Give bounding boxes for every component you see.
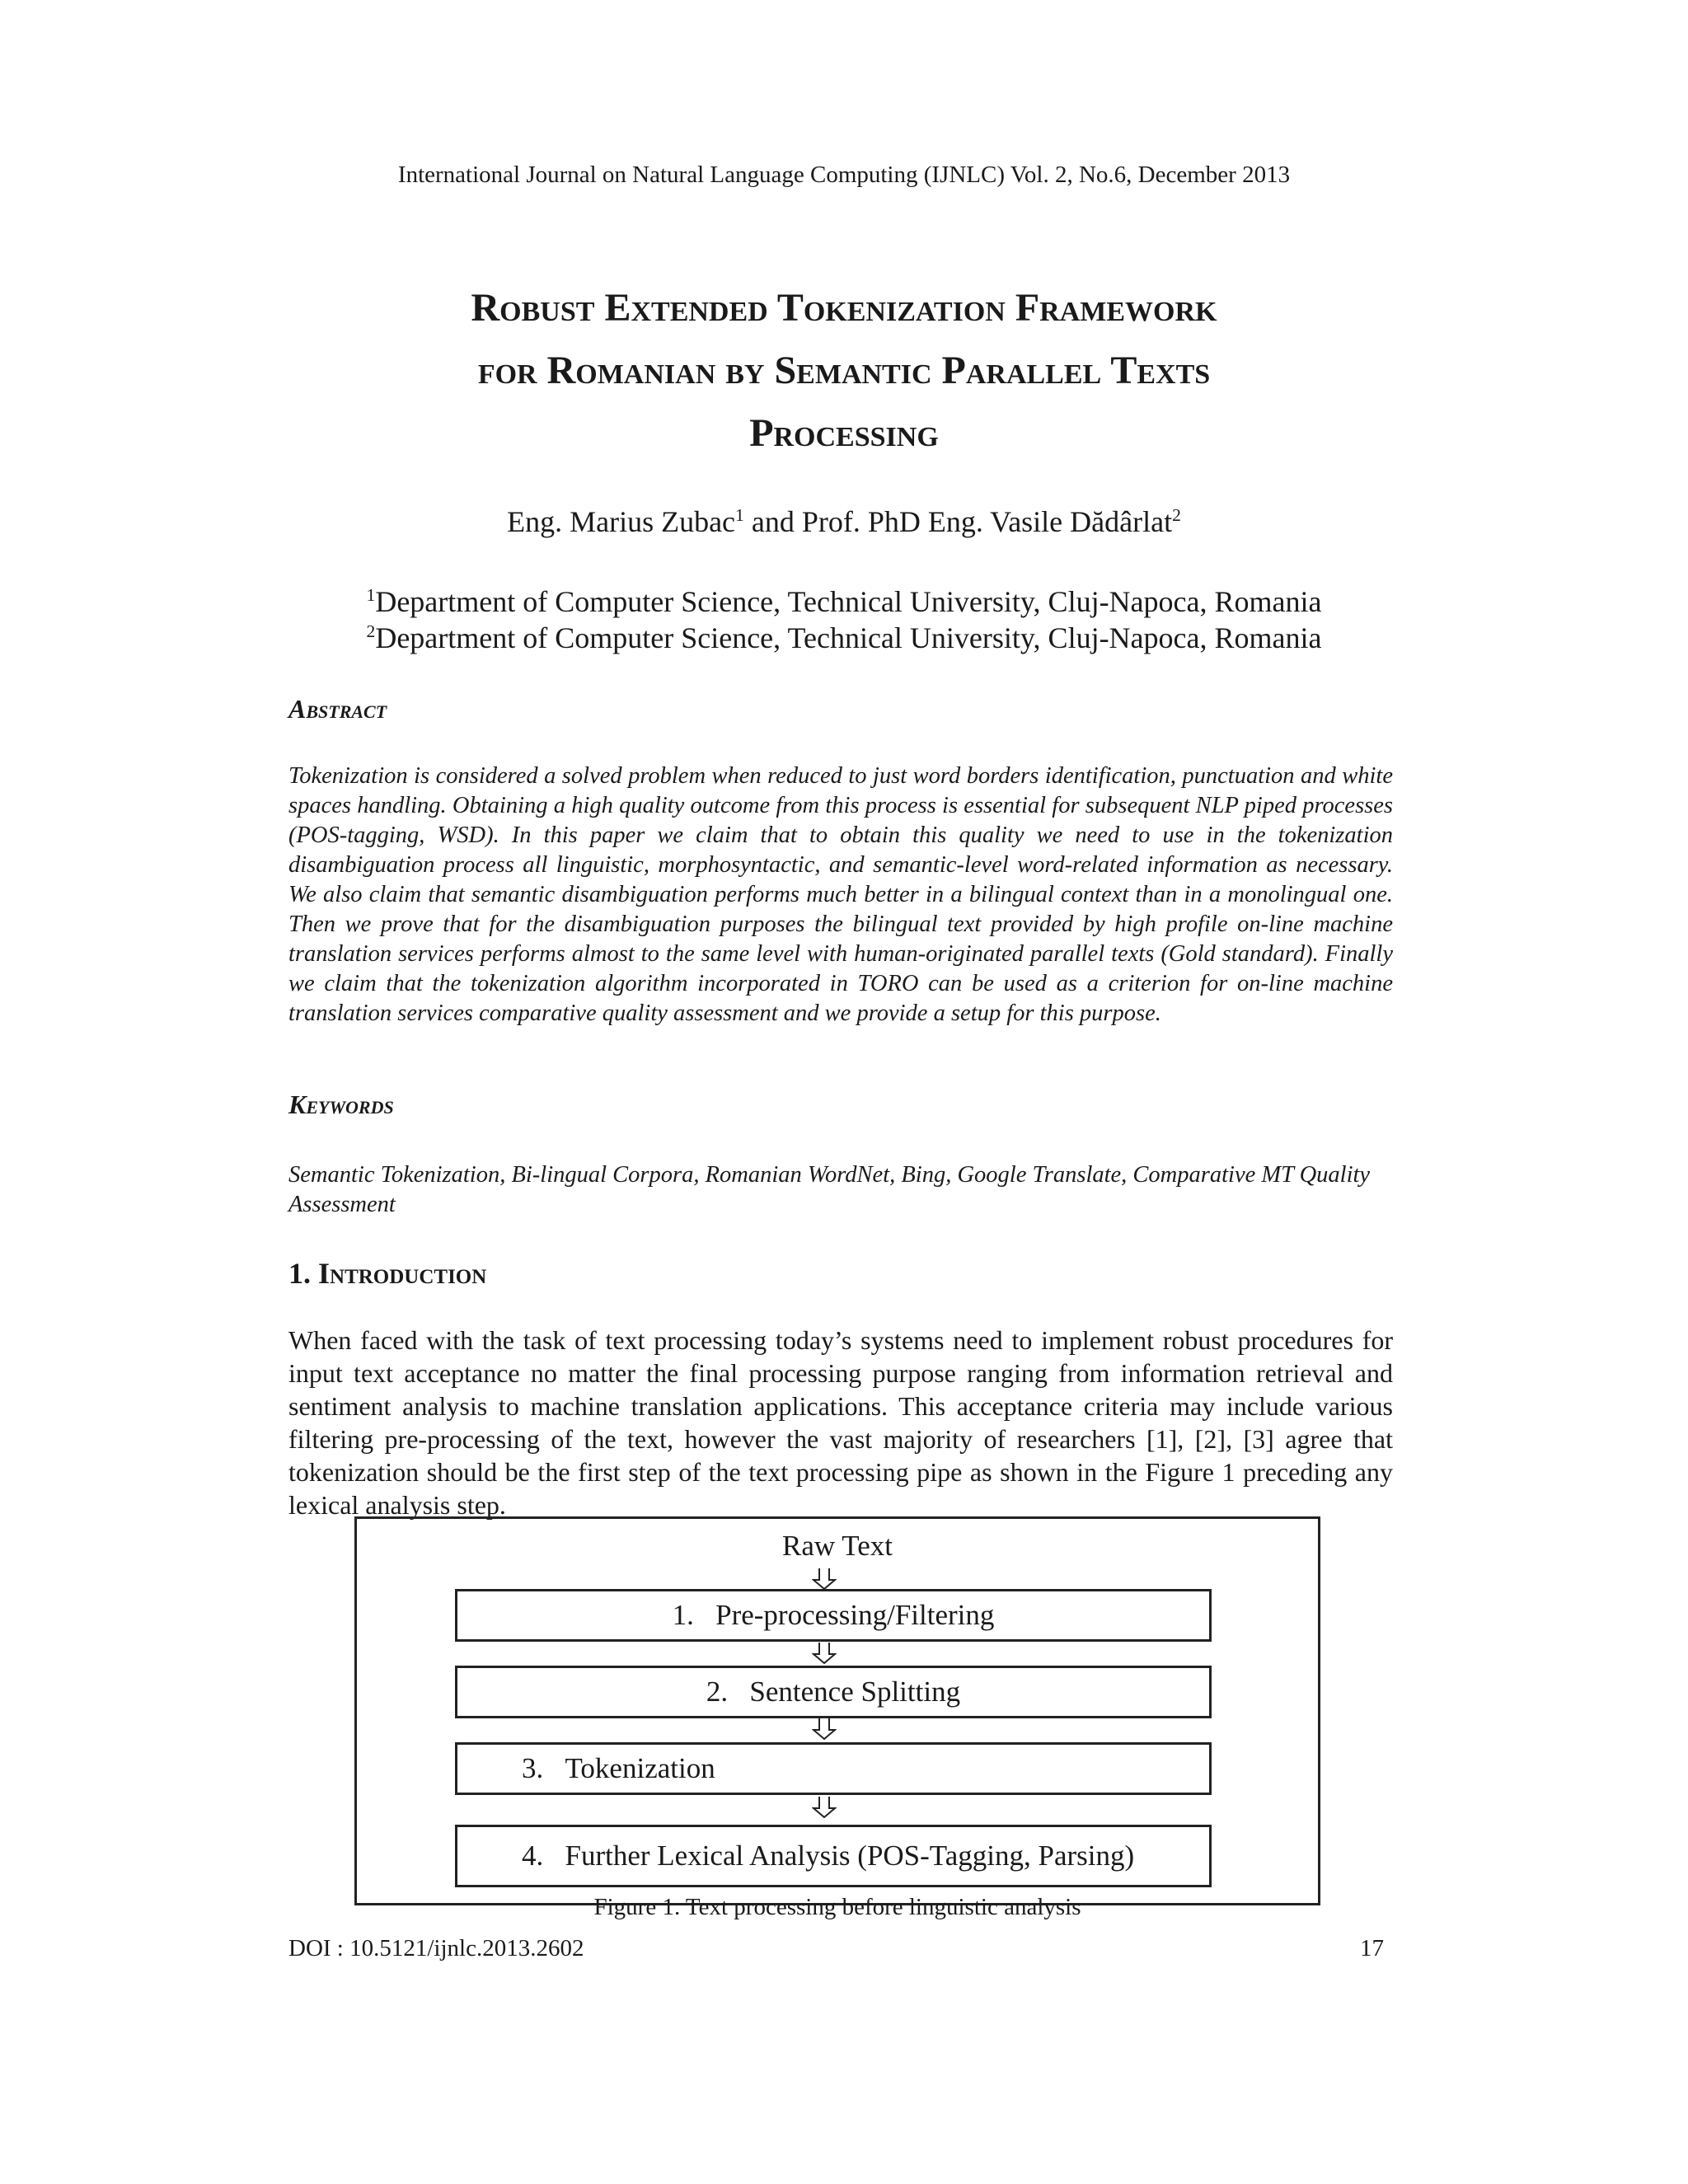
- figure-step-4-num: 4.: [522, 1840, 544, 1872]
- paper-title: [0, 277, 1688, 465]
- title-line-3: Processing: [749, 411, 939, 455]
- keywords-body: Semantic Tokenization, Bi-lingual Corpora, Romanian WordNet, Bing, Google Translate, Comparative MT Quality Assessment: [288, 1162, 1371, 1217]
- figure-step-2-label: Sentence Splitting: [749, 1675, 961, 1708]
- figure-step-2: [455, 1666, 1212, 1718]
- keywords-heading: Keywords: [288, 1090, 394, 1119]
- affiliation-2-sup: 2: [366, 621, 376, 641]
- figure-step-4: [455, 1825, 1212, 1887]
- author-line: [0, 504, 1688, 539]
- figure-step-2-num: 2.: [706, 1675, 729, 1708]
- page-number: 17: [1360, 1935, 1384, 1961]
- figure-step-3: [455, 1742, 1212, 1795]
- affiliation-1-text: Department of Computer Science, Technical University, Cluj-Napoca, Romania: [375, 585, 1322, 618]
- affiliations: [0, 583, 1688, 656]
- figure-step-4-label: Further Lexical Analysis (POS-Tagging, Parsing): [565, 1840, 1135, 1872]
- figure-caption: Figure 1. Text processing before linguistic analysis: [593, 1894, 1081, 1920]
- doi: DOI : 10.5121/ijnlc.2013.2602: [288, 1935, 584, 1961]
- figure-raw-text-label: Raw Text: [782, 1530, 893, 1562]
- introduction-heading: 1. Introduction: [288, 1257, 487, 1290]
- author-2-sup: 2: [1172, 505, 1181, 525]
- figure-step-1-label: Pre-processing/Filtering: [715, 1599, 995, 1631]
- abstract-heading: Abstract: [288, 694, 387, 724]
- author-1-sup: 1: [735, 505, 744, 525]
- down-arrow-icon: [812, 1718, 837, 1740]
- running-head: International Journal on Natural Language Computing (IJNLC) Vol. 2, No.6, December 2013: [397, 162, 1291, 188]
- affiliation-2: [0, 620, 1688, 656]
- down-arrow-icon: [812, 1643, 837, 1664]
- down-arrow-icon: [812, 1568, 837, 1590]
- author-2: and Prof. PhD Eng. Vasile Dădârlat: [743, 505, 1173, 538]
- title-line-2: for Romanian by Semantic Parallel Texts: [477, 349, 1211, 392]
- figure-step-1: [455, 1589, 1212, 1642]
- author-1: Eng. Marius Zubac: [507, 505, 736, 538]
- figure-step-1-num: 1.: [672, 1599, 694, 1631]
- affiliation-1-sup: 1: [366, 585, 376, 605]
- affiliation-2-text: Department of Computer Science, Technical University, Cluj-Napoca, Romania: [375, 621, 1322, 654]
- introduction-body: When faced with the task of text processing today’s systems need to implement robust procedures for input text acceptance no matter the final processing purpose ranging from information retrieval and sentiment analysis to machine translation applications. This acceptance criteria may include various filtering pre-processing of the text, however the vast majority of researchers [1], [2], [3] agree that tokenization should be the first step of the text processing pipe as shown in the Figure 1 preceding any lexical analysis step.: [288, 1325, 1393, 1520]
- figure-step-3-label: Tokenization: [565, 1752, 715, 1784]
- title-line-1: Robust Extended Tokenization Framework: [471, 286, 1217, 330]
- figure-step-3-num: 3.: [522, 1752, 544, 1784]
- down-arrow-icon: [812, 1797, 837, 1818]
- abstract-body: Tokenization is considered a solved problem when reduced to just word borders identification, punctuation and white spaces handling. Obtaining a high quality outcome from this process is essential for subsequent NLP piped processes (POS-tagging, WSD). In this paper we claim that to obtain this quality we need to use in the tokenization disambiguation process all linguistic, morphosyntactic, and semantic-level word-related information as necessary. We also claim that semantic disambiguation performs much better in a bilingual context than in a monolingual one. Then we prove that for the disambiguation purposes the bilingual text provided by high profile on-line machine translation services performs almost to the same level with human-originated parallel texts (Gold standard). Finally we claim that the tokenization algorithm incorporated in TORO can be used as a criterion for on-line machine translation services comparative quality assessment and we provide a setup for this purpose.: [288, 763, 1393, 1026]
- affiliation-1: [0, 583, 1688, 620]
